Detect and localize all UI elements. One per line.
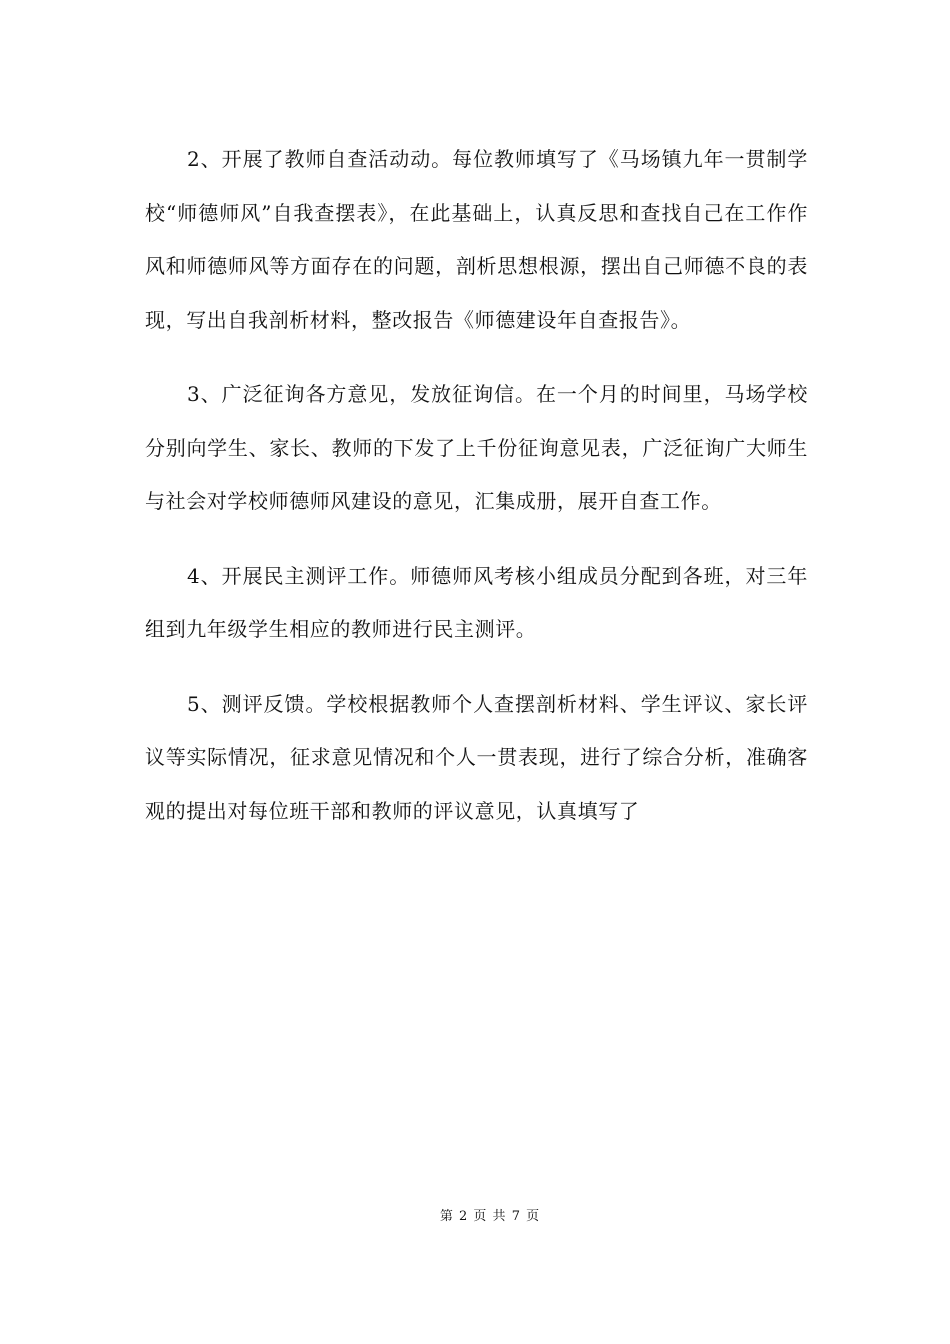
page-footer (0, 1207, 950, 1227)
footer-suffix: 页 (520, 1209, 541, 1224)
footer-current-page: 2 (459, 1209, 469, 1224)
footer-middle: 页 共 (468, 1209, 512, 1224)
footer-total-pages: 7 (511, 1209, 521, 1224)
paragraph-item-5: 5、测评反馈。学校根据教师个人查摆剖析材料、学生评议、家长评议等实际情况，征求意见情况和个人一贯表现，进行了综合分析，准确客观的提出对每位班干部和教师的评议意见，认真填写了 (145, 691, 808, 823)
footer-prefix: 第 (439, 1209, 460, 1224)
paragraph-item-3: 3、广泛征询各方意见，发放征询信。在一个月的时间里，马场学校分别向学生、家长、教师的下发了上千份征询意见表，广泛征询广大师生与社会对学校师德师风建设的意见，汇集成册，展开自查工作。 (145, 382, 808, 513)
paragraph-item-2: 2、开展了教师自查活动动。每位教师填写了《马场镇九年一贯制学校“师德师风”自我查摆表》，在此基础上，认真反思和查找自己在工作作风和师德师风等方面存在的问题，剖析思想根源，摆出自己师德不良的表现，写出自我剖析材料，整改报告《师德建设年自查报告》。 (145, 147, 808, 332)
paragraph-item-4: 4、开展民主测评工作。师德师风考核小组成员分配到各班，对三年组到九年级学生相应的教师进行民主测评。 (145, 563, 808, 641)
document-body (145, 133, 808, 838)
